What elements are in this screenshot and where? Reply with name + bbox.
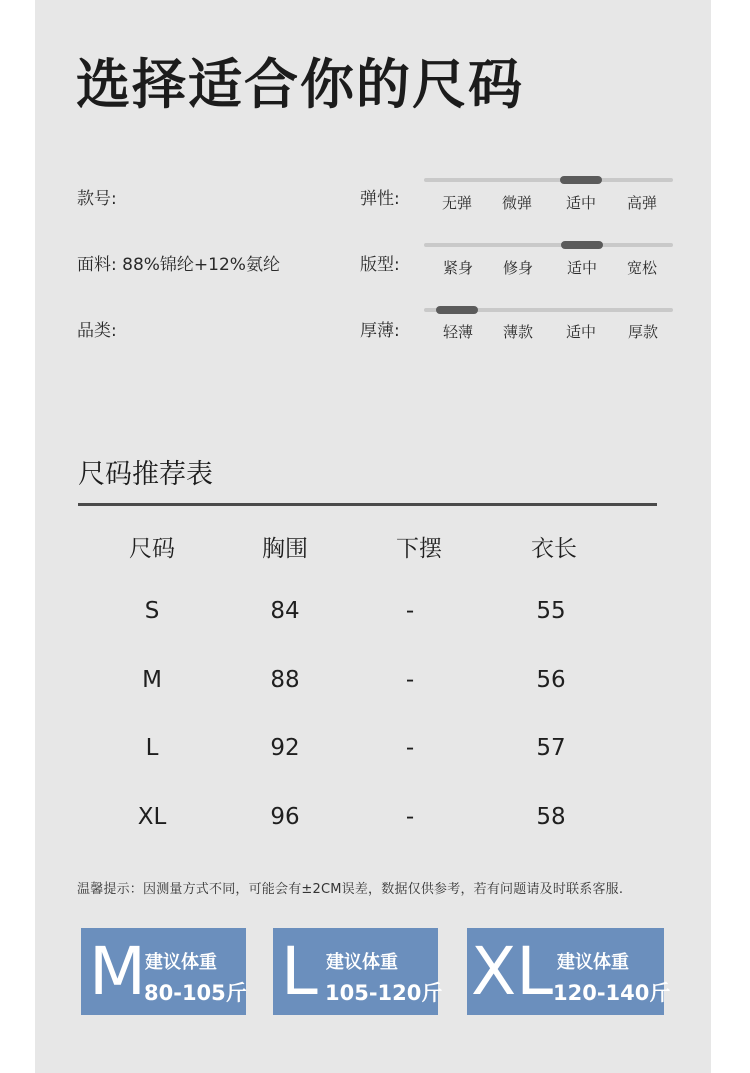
size-table-title: 尺码推荐表	[78, 459, 213, 490]
weight-card-size: M	[89, 933, 146, 1010]
elasticity-option: 高弹	[626, 194, 657, 212]
weight-card-size: L	[281, 933, 318, 1010]
table-cell-length: 55	[536, 598, 566, 624]
thickness-label: 厚薄:	[360, 321, 400, 341]
table-header-chest: 胸围	[262, 536, 308, 562]
fit-option: 宽松	[626, 259, 657, 277]
table-cell-hem: -	[405, 735, 415, 761]
weight-card-l	[273, 928, 443, 1015]
weight-card-xl	[467, 928, 671, 1015]
table-header-hem: 下摆	[396, 536, 442, 562]
thickness-option: 适中	[565, 323, 596, 341]
section-divider	[78, 503, 657, 506]
thickness-marker	[436, 306, 478, 314]
table-cell-chest: 84	[270, 598, 300, 624]
elasticity-option: 无弹	[441, 194, 472, 212]
table-cell-hem: -	[405, 598, 415, 624]
weight-card-caption: 建议体重	[557, 952, 629, 973]
table-header-size: 尺码	[129, 536, 175, 562]
fit-option: 修身	[502, 259, 533, 277]
fabric-label: 面料: 88%锦纶+12%氨纶	[77, 255, 280, 275]
table-header-length: 衣长	[531, 536, 577, 562]
fit-option: 适中	[566, 259, 597, 277]
table-cell-length: 58	[536, 804, 566, 830]
table-cell-hem: -	[405, 667, 415, 693]
elasticity-label: 弹性:	[360, 189, 400, 209]
fit-option: 紧身	[442, 259, 473, 277]
fit-label: 版型:	[360, 255, 400, 275]
weight-card-caption: 建议体重	[145, 952, 217, 973]
table-cell-chest: 92	[270, 735, 300, 761]
fit-track	[424, 243, 673, 247]
style-number-label: 款号:	[77, 189, 117, 209]
elasticity-option: 适中	[565, 194, 596, 212]
elasticity-track	[424, 178, 673, 182]
thickness-option: 轻薄	[442, 323, 473, 341]
elasticity-marker	[560, 176, 602, 184]
weight-card-range: 80-105斤	[144, 981, 247, 1005]
measurement-tip: 温馨提示：因测量方式不同，可能会有±2CM误差，数据仅供参考，若有问题请及时联系客服.	[77, 882, 624, 897]
table-cell-size: M	[142, 667, 162, 693]
weight-card-range: 120-140斤	[553, 981, 671, 1005]
table-cell-length: 56	[536, 667, 566, 693]
thickness-option: 厚款	[627, 323, 658, 341]
table-cell-chest: 96	[270, 804, 300, 830]
category-label: 品类:	[77, 321, 117, 341]
table-cell-length: 57	[536, 735, 566, 761]
table-cell-size: L	[145, 735, 159, 761]
thickness-option: 薄款	[502, 323, 533, 341]
table-cell-chest: 88	[270, 667, 300, 693]
table-cell-hem: -	[405, 804, 415, 830]
weight-card-caption: 建议体重	[326, 952, 398, 973]
weight-card-range: 105-120斤	[325, 981, 443, 1005]
table-cell-size: S	[144, 598, 160, 624]
page-title: 选择适合你的尺码	[76, 53, 524, 116]
elasticity-option: 微弹	[501, 194, 532, 212]
weight-card-size: XL	[471, 933, 553, 1010]
fit-marker	[561, 241, 603, 249]
weight-card-m	[81, 928, 246, 1015]
table-cell-size: XL	[137, 804, 167, 830]
